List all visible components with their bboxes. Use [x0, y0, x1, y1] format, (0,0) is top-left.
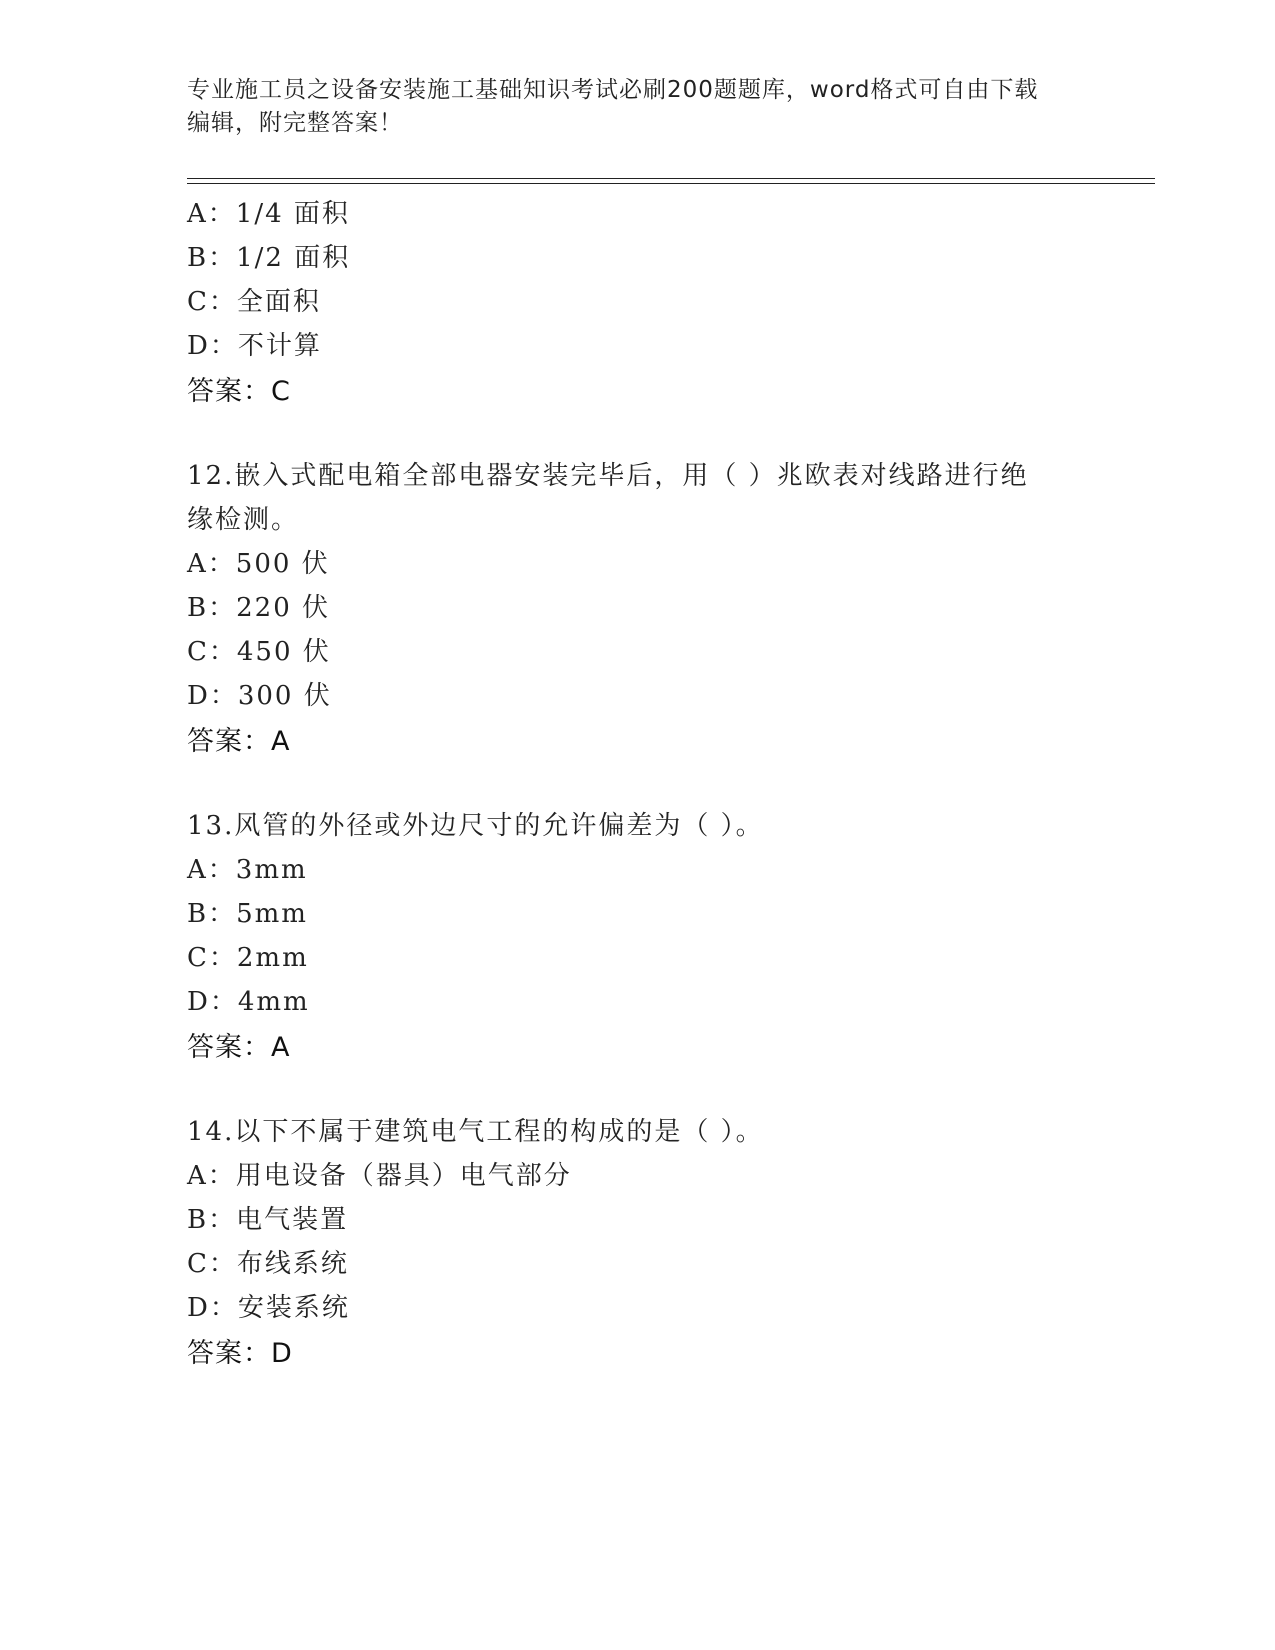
answer-line: 答案：D — [187, 1338, 293, 1369]
option-b: B：1/2 面积 — [187, 243, 351, 273]
option-d: D：300 伏 — [187, 681, 332, 711]
option-c: C：450 伏 — [187, 637, 331, 667]
header-line-2: 编辑，附完整答案！ — [187, 110, 403, 136]
question-stem-continued: 缘检测。 — [187, 505, 300, 535]
answer-line: 答案：A — [187, 726, 291, 757]
answer-line: 答案：A — [187, 1032, 291, 1063]
document-header — [187, 74, 1087, 140]
option-a: A：3mm — [187, 855, 308, 885]
header-divider-top — [187, 178, 1155, 179]
option-a: A：1/4 面积 — [187, 199, 350, 229]
option-d: D：不计算 — [187, 331, 322, 361]
option-b: B：220 伏 — [187, 593, 330, 623]
option-d: D：4mm — [187, 987, 310, 1017]
option-b: B：5mm — [187, 899, 308, 929]
option-a: A：500 伏 — [187, 549, 330, 579]
question-stem: 12.嵌入式配电箱全部电器安装完毕后，用（ ）兆欧表对线路进行绝 — [187, 461, 1029, 491]
question-stem: 14.以下不属于建筑电气工程的构成的是（ ）。 — [187, 1117, 764, 1147]
answer-line: 答案：C — [187, 376, 291, 407]
question-stem: 13.风管的外径或外边尺寸的允许偏差为（ ）。 — [187, 811, 764, 841]
header-divider-bottom — [187, 183, 1155, 184]
option-c: C：布线系统 — [187, 1249, 349, 1279]
option-b: B：电气装置 — [187, 1205, 349, 1235]
option-a: A：用电设备（器具）电气部分 — [187, 1161, 572, 1191]
option-c: C：全面积 — [187, 287, 321, 317]
option-c: C：2mm — [187, 943, 309, 973]
option-d: D：安装系统 — [187, 1293, 350, 1323]
header-line-1: 专业施工员之设备安装施工基础知识考试必刷200题题库，word格式可自由下载 — [187, 77, 1039, 103]
